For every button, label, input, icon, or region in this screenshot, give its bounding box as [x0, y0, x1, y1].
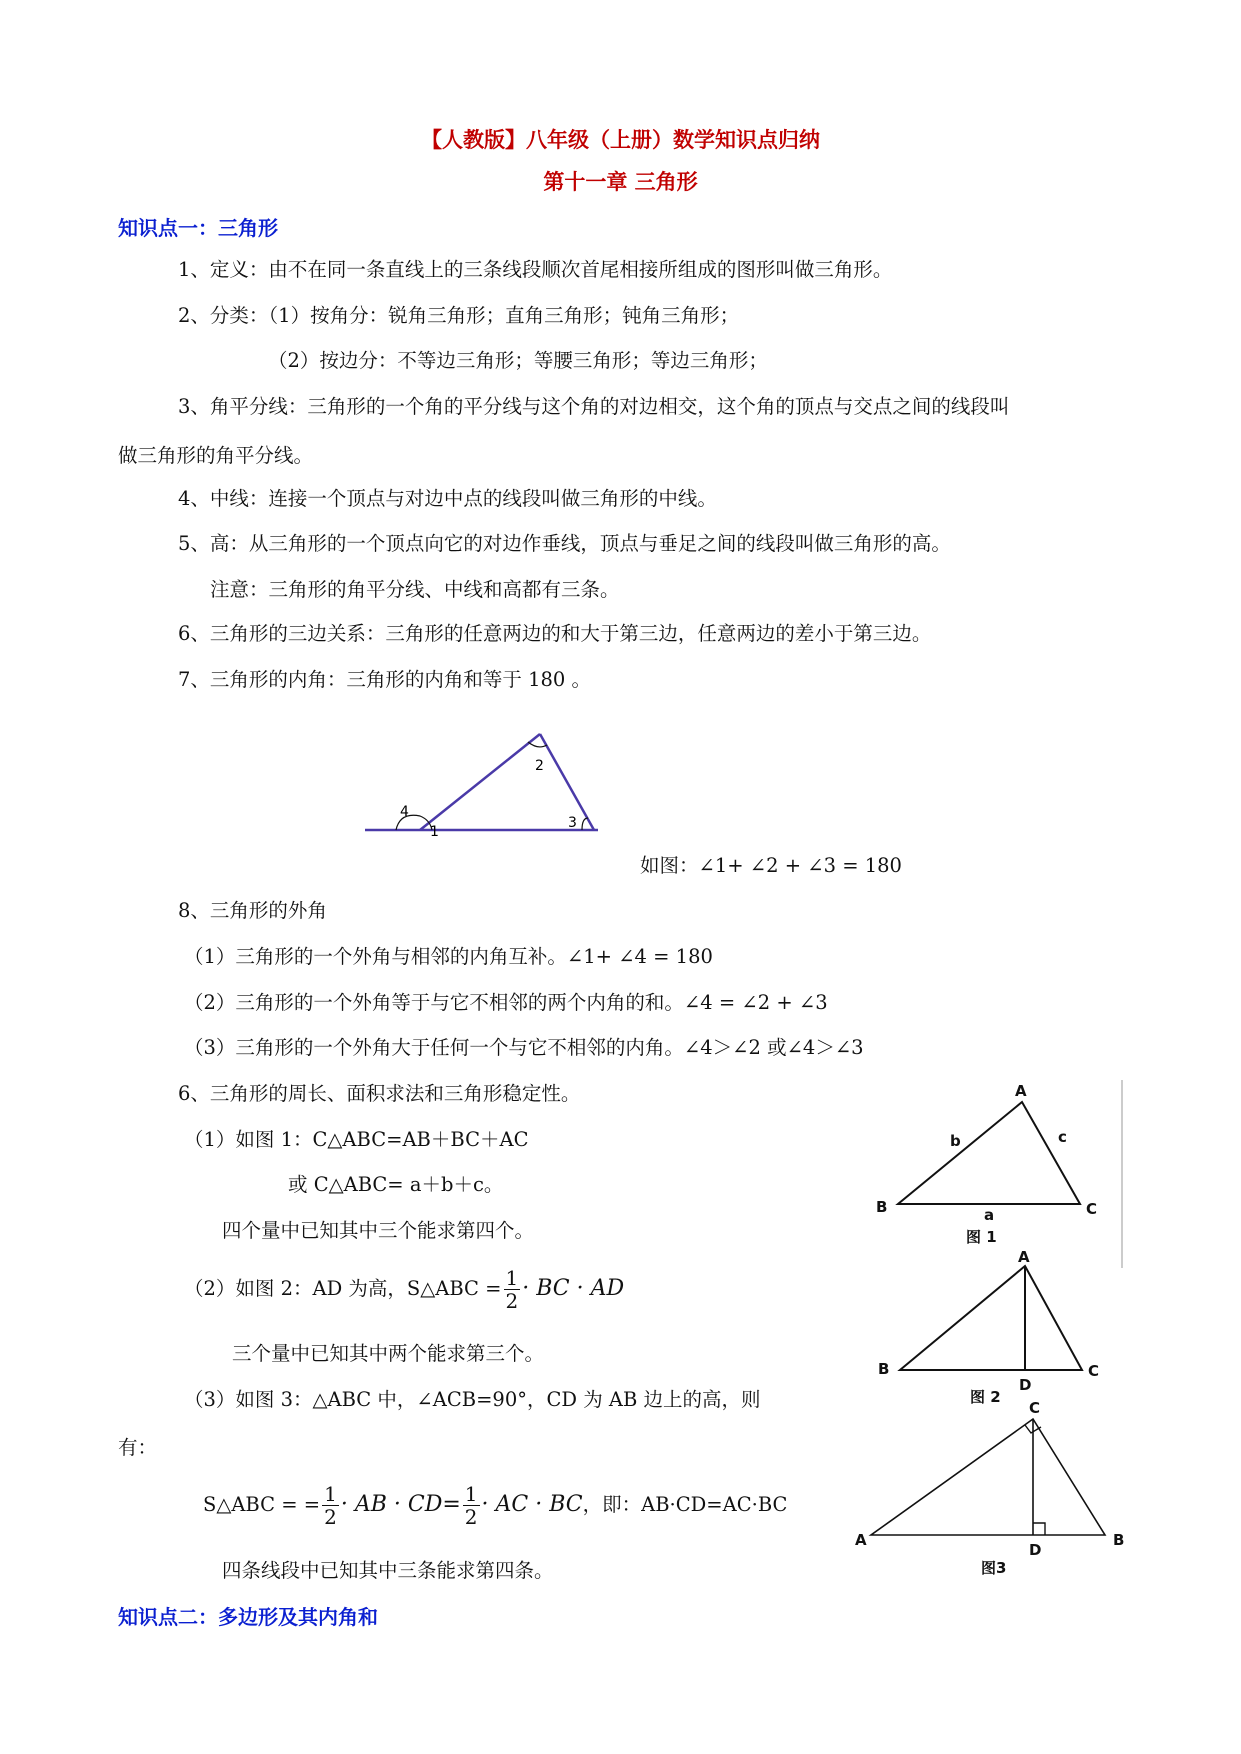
right-triangle-area-formula [203, 1478, 787, 1532]
fig1-vertex-c: C [1086, 1200, 1098, 1218]
fraction-denominator: 2 [464, 1505, 478, 1529]
page-title: 【人教版】八年级（上册）数学知识点归纳 [421, 128, 820, 152]
figure-1 [862, 1080, 1132, 1255]
fraction-one-half [504, 1267, 521, 1312]
fig1-vertex-b: B [876, 1198, 888, 1216]
fig3-caption: 图3 [981, 1559, 1007, 1577]
exterior-angle-rule-2: （2）三角形的一个外角等于与它不相邻的两个内角的和。∠4 = ∠2 + ∠3 [184, 991, 828, 1014]
area-formula-prefix: （2）如图 2：AD 为高，S△ABC = [184, 1277, 502, 1300]
fig1-side-c: c [1058, 1128, 1067, 1146]
fraction-one-half-a [322, 1483, 339, 1528]
fraction-denominator: 2 [324, 1505, 337, 1529]
fraction-denominator: 2 [505, 1289, 519, 1313]
figure-caption-angles: 如图：∠1+ ∠2 + ∠3 = 180 [640, 854, 902, 877]
figure-2 [862, 1248, 1132, 1413]
perimeter-note: 四个量中已知其中三个能求第四个。 [222, 1219, 535, 1242]
triangle-left-side [420, 734, 540, 830]
exterior-angle-rule-3: （3）三角形的一个外角大于任何一个与它不相邻的内角。∠4＞∠2 或∠4＞∠3 [184, 1036, 864, 1059]
classification-paragraph: 2、分类：（1）按角分：锐角三角形；直角三角形；钝角三角形； [178, 304, 740, 327]
right-triangle-statement: （3）如图 3：△ABC 中，∠ACB=90°，CD 为 AB 边上的高，则 [184, 1388, 761, 1411]
fig1-caption: 图 1 [966, 1228, 997, 1246]
perimeter-area-heading: 6、三角形的周长、面积求法和三角形稳定性。 [178, 1082, 581, 1105]
fig1-vertex-a: A [1015, 1082, 1027, 1100]
fig2-caption: 图 2 [970, 1388, 1001, 1406]
figure-2-triangle [900, 1266, 1082, 1370]
fig2-vertex-c: C [1088, 1362, 1100, 1380]
angle-label-4: 4 [400, 804, 409, 820]
right-triangle-note: 四条线段中已知其中三条能求第四条。 [222, 1559, 554, 1582]
side-relation-paragraph: 6、三角形的三边关系：三角形的任意两边的和大于第三边，任意两边的差小于第三边。 [178, 622, 932, 645]
angle-triangle-figure [360, 720, 610, 840]
angle-label-3: 3 [568, 815, 577, 831]
figure-3 [845, 1395, 1135, 1580]
exterior-angle-rule-1: （1）三角形的一个外角与相邻的内角互补。∠1+ ∠4 = 180 [184, 945, 713, 968]
section-heading-1: 知识点一：三角形 [118, 216, 278, 240]
right-area-expression-1: · AB · CD= [340, 1492, 461, 1517]
right-triangle-statement-cont: 有： [118, 1436, 158, 1459]
right-angle-mark-d [1033, 1523, 1045, 1535]
area-note: 三个量中已知其中两个能求第三个。 [232, 1342, 545, 1365]
angle-label-2: 2 [535, 758, 544, 774]
angle-bisector-paragraph-cont: 做三角形的角平分线。 [118, 444, 314, 467]
chapter-title: 第十一章 三角形 [543, 170, 698, 194]
fraction-one-half-b [463, 1483, 480, 1528]
fig1-side-a: a [984, 1206, 995, 1224]
right-area-expression-2: · AC · BC [481, 1492, 583, 1517]
fig1-side-b: b [950, 1132, 961, 1150]
fraction-numerator: 1 [464, 1482, 478, 1506]
fig2-vertex-a: A [1018, 1248, 1030, 1266]
altitude-paragraph: 5、高：从三角形的一个顶点向它的对边作垂线，顶点与垂足之间的线段叫做三角形的高。 [178, 532, 951, 555]
fig3-vertex-c: C [1029, 1399, 1041, 1417]
note-paragraph: 注意：三角形的角平分线、中线和高都有三条。 [210, 578, 620, 601]
fig3-vertex-b: B [1113, 1531, 1125, 1549]
right-area-suffix: ，即：AB·CD=AC·BC [582, 1493, 788, 1516]
fraction-numerator: 1 [505, 1266, 519, 1290]
fraction-numerator: 1 [324, 1482, 337, 1506]
fig3-vertex-a: A [855, 1531, 867, 1549]
definition-paragraph: 1、定义：由不在同一条直线上的三条线段顺次首尾相接所组成的图形叫做三角形。 [178, 258, 893, 281]
angle-bisector-paragraph: 3、角平分线：三角形的一个角的平分线与这个角的对边相交，这个角的顶点与交点之间的线段叫 [178, 395, 1010, 418]
area-formula-expression: · BC · AD [522, 1276, 625, 1301]
classification-by-side: （2）按边分：不等边三角形；等腰三角形；等边三角形； [268, 349, 768, 372]
median-paragraph: 4、中线：连接一个顶点与对边中点的线段叫做三角形的中线。 [178, 487, 717, 510]
triangle-right-side [540, 734, 594, 830]
fig2-foot-d: D [1019, 1376, 1032, 1394]
fig3-foot-d: D [1029, 1541, 1042, 1559]
area-formula [184, 1262, 624, 1316]
angle-label-1: 1 [430, 824, 439, 840]
interior-angle-paragraph: 7、三角形的内角：三角形的内角和等于 180 。 [178, 668, 592, 691]
figure-1-triangle [898, 1102, 1080, 1204]
fig2-vertex-b: B [878, 1360, 890, 1378]
exterior-angle-heading: 8、三角形的外角 [178, 899, 327, 922]
perimeter-formula-alt: 或 C△ABC= a＋b＋c。 [288, 1173, 504, 1196]
figure-3-triangle [871, 1419, 1105, 1535]
right-area-prefix: S△ABC = = [203, 1493, 321, 1516]
section-heading-2: 知识点二：多边形及其内角和 [118, 1605, 378, 1629]
perimeter-formula: （1）如图 1：C△ABC=AB＋BC＋AC [184, 1128, 529, 1151]
